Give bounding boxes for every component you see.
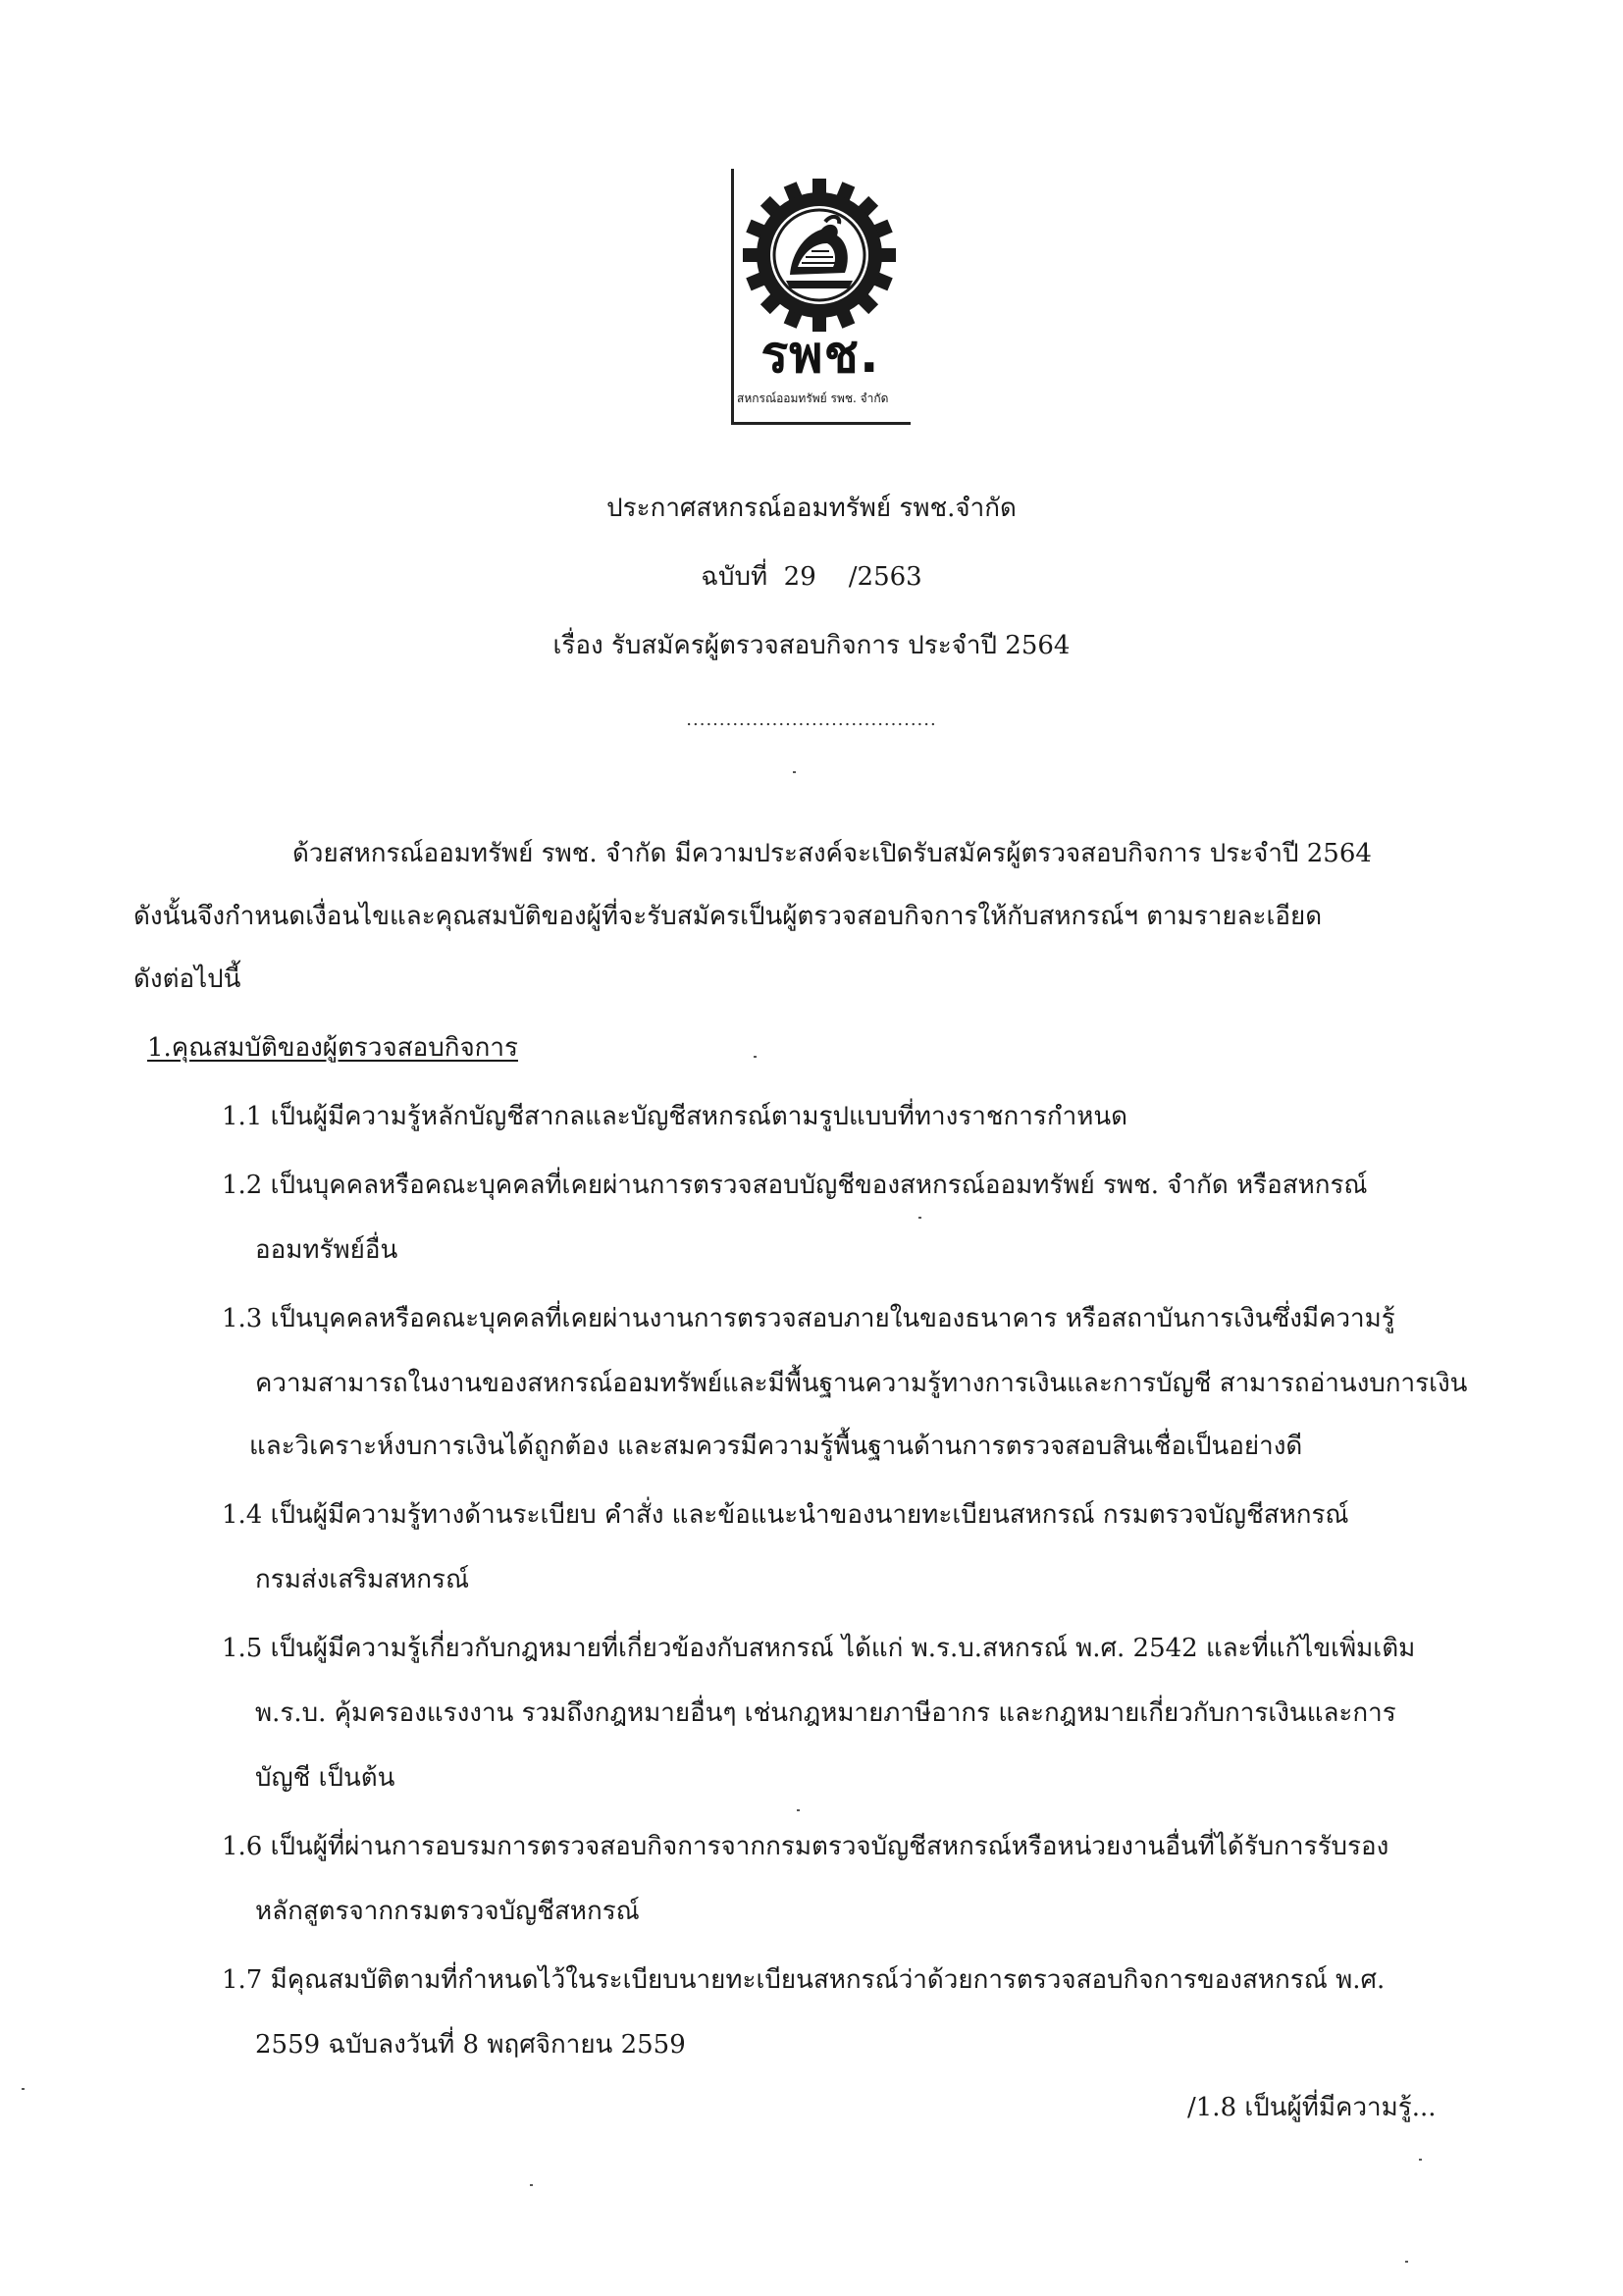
item-1-5: 1.5 เป็นผู้มีความรู้เกี่ยวกับกฎหมายที่เกี่ยวข้องกับสหกรณ์ ได้แก่ พ.ร.บ.สหกรณ์ พ.ศ. 2542 และที่แก้ไขเพิ่มเติม [222, 1634, 1416, 1663]
section-heading: 1.คุณสมบัติของผู้ตรวจสอบกิจการ [147, 1033, 518, 1063]
item-1-2: 1.2 เป็นบุคคลหรือคณะบุคคลที่เคยผ่านการตรวจสอบบัญชีของสหกรณ์ออมทรัพย์ รพช. จำกัด หรือสหกรณ์ [222, 1171, 1368, 1200]
item-1-1: 1.1 เป็นผู้มีความรู้หลักบัญชีสากลและบัญชีสหกรณ์ตามรูปแบบที่ทางราชการกำหนด [222, 1102, 1127, 1131]
scan-speck [754, 1056, 757, 1058]
item-1-3: 1.3 เป็นบุคคลหรือคณะบุคคลที่เคยผ่านงานการตรวจสอบภายในของธนาคาร หรือสถาบันการเงินซึ่งมีความรู้ [222, 1304, 1395, 1333]
item-1-3-cont-2: และวิเคราะห์งบการเงินได้ถูกต้อง และสมควรมีความรู้พื้นฐานด้านการตรวจสอบสินเชื่อเป็นอย่างดี [249, 1432, 1303, 1461]
item-1-7: 1.7 มีคุณสมบัติตามที่กำหนดไว้ในระเบียบนายทะเบียนสหกรณ์ว่าด้วยการตรวจสอบกิจการของสหกรณ์ พ.ศ. [222, 1965, 1386, 1995]
item-1-4-cont: กรมส่งเสริมสหกรณ์ [255, 1565, 470, 1594]
item-1-5-cont-2: บัญชี เป็นต้น [255, 1763, 395, 1793]
item-1-6-cont: หลักสูตรจากกรมตรวจบัญชีสหกรณ์ [255, 1897, 640, 1926]
intro-line-2: ดังนั้นจึงกำหนดเงื่อนไขและคุณสมบัติของผู้ที่จะรับสมัครเป็นผู้ตรวจสอบกิจการให้กับสหกรณ์ฯ ตามรายละเอียด [133, 902, 1323, 931]
scan-speck [530, 2184, 533, 2186]
item-1-2-cont: ออมทรัพย์อื่น [255, 1235, 398, 1265]
announcement-title: ประกาศสหกรณ์ออมทรัพย์ รพช.จำกัด [606, 494, 1017, 523]
intro-line-1: ด้วยสหกรณ์ออมทรัพย์ รพช. จำกัด มีความประสงค์จะเปิดรับสมัครผู้ตรวจสอบกิจการ ประจำปี 2564 [292, 839, 1372, 868]
scan-speck [793, 771, 796, 773]
continuation-note: /1.8 เป็นผู้ที่มีความรู้... [1187, 2093, 1437, 2122]
gear-emblem-icon [739, 175, 900, 336]
scan-speck [1419, 2159, 1422, 2161]
item-1-5-cont-1: พ.ร.บ. คุ้มครองแรงงาน รวมถึงกฎหมายอื่นๆ เช่นกฎหมายภาษีอากร และกฎหมายเกี่ยวกับการเงินและการ [255, 1698, 1396, 1728]
announcement-number: ฉบับที่ 29 /2563 [701, 562, 922, 592]
item-1-4: 1.4 เป็นผู้มีความรู้ทางด้านระเบียบ คำสั่ง และข้อแนะนำของนายทะเบียนสหกรณ์ กรมตรวจบัญชีสหกรณ์ [222, 1500, 1349, 1530]
logo-abbreviation: รพช. [760, 326, 880, 385]
logo-subtitle: สหกรณ์ออมทรัพย์ รพช. จำกัด [737, 391, 889, 405]
announcement-subject: เรื่อง รับสมัครผู้ตรวจสอบกิจการ ประจำปี 2564 [552, 631, 1071, 660]
item-1-6: 1.6 เป็นผู้ที่ผ่านการอบรมการตรวจสอบกิจการจากกรมตรวจบัญชีสหกรณ์หรือหน่วยงานอื่นที่ได้รับการรับรอง [222, 1832, 1389, 1861]
separator-dots: ...................................... [686, 709, 937, 730]
item-1-7-cont: 2559 ฉบับลงวันที่ 8 พฤศจิกายน 2559 [255, 2030, 686, 2060]
item-1-3-cont-1: ความสามารถในงานของสหกรณ์ออมทรัพย์และมีพื้นฐานความรู้ทางการเงินและการบัญชี สามารถอ่านงบการเงิน [255, 1369, 1468, 1398]
intro-line-3: ดังต่อไปนี้ [133, 965, 241, 994]
scan-speck [918, 1217, 921, 1219]
scan-speck [22, 2088, 25, 2090]
scan-speck [1405, 2261, 1408, 2263]
scan-speck [797, 1809, 800, 1811]
cooperative-logo [731, 169, 910, 426]
